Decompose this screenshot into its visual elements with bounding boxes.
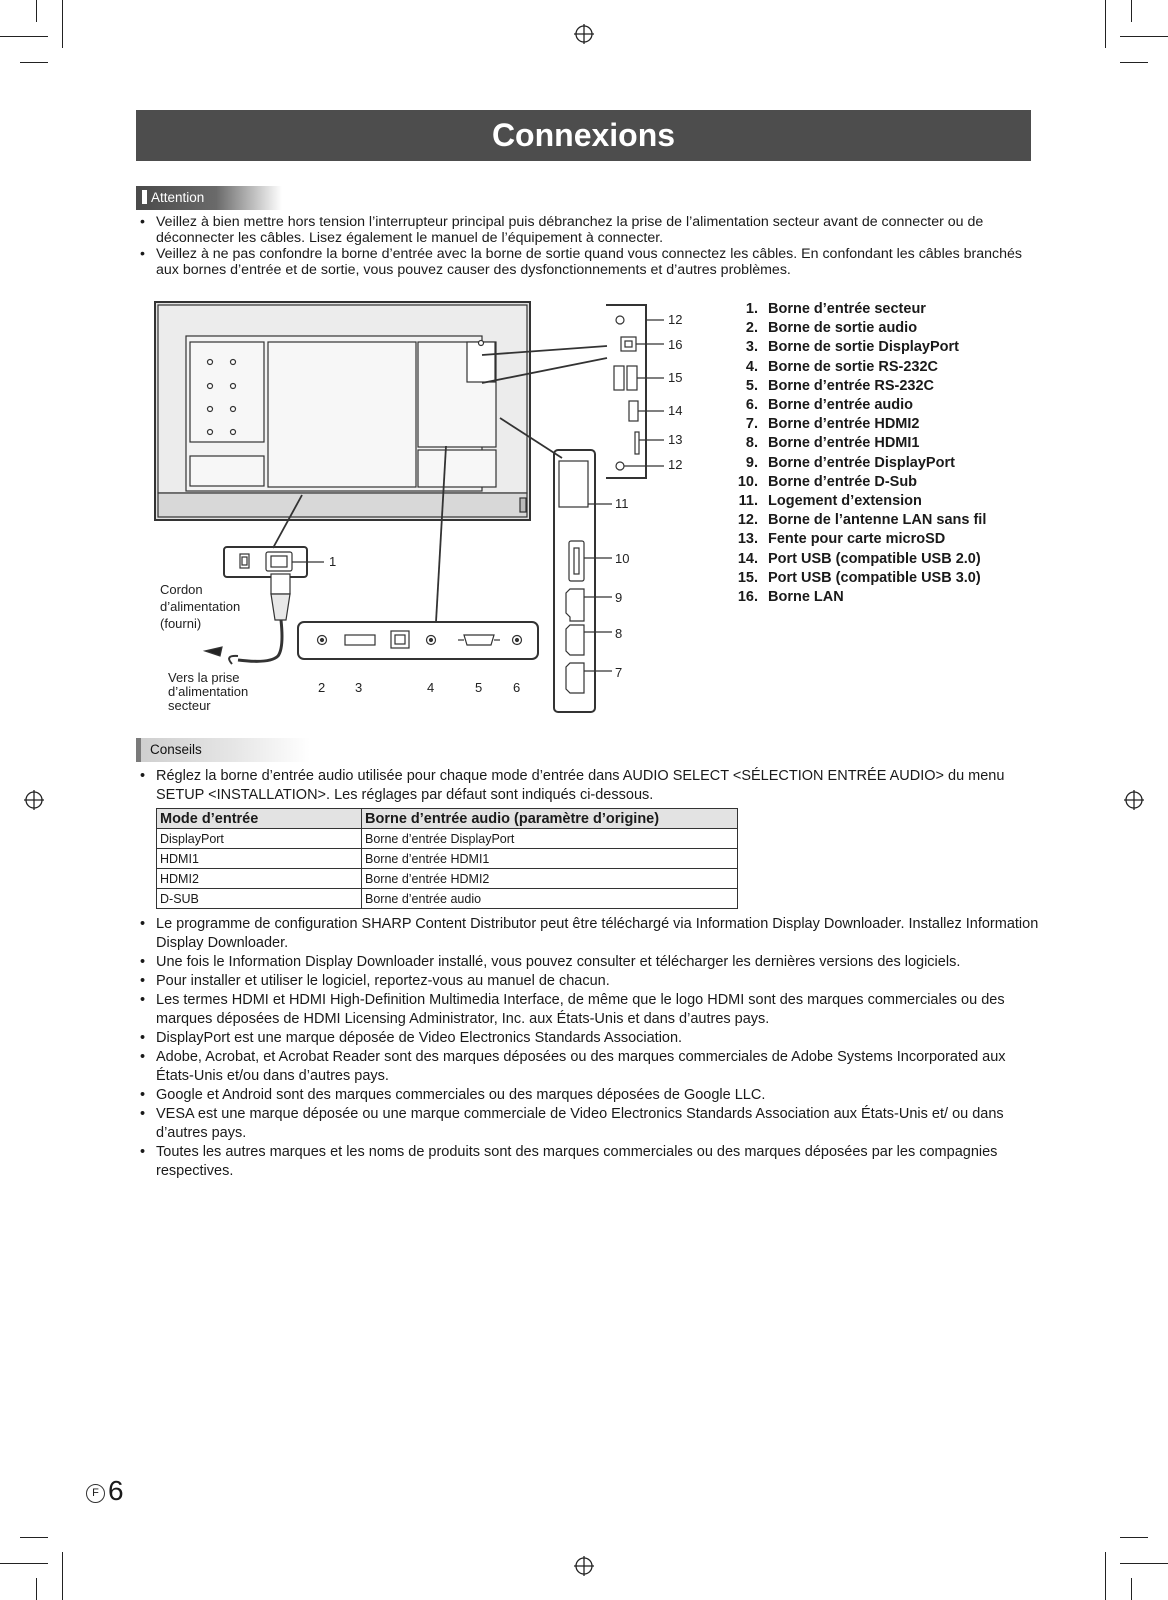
outlet-label: d’alimentation	[168, 684, 249, 699]
tips-intro	[136, 767, 1036, 805]
legend-item: 4. Borne de sortie RS-232C	[745, 358, 939, 375]
table-cell: Borne d’entrée HDMI2	[362, 869, 738, 889]
attention-label-text: Attention	[151, 190, 205, 205]
table-row	[157, 849, 738, 869]
legend-item: 12. Borne de l’antenne LAN sans fil	[737, 512, 987, 529]
table-cell: HDMI1	[157, 849, 362, 869]
legend-item: 6. Borne d’entrée audio	[745, 397, 914, 414]
callout-label: 4	[427, 680, 435, 695]
list-item: • Google et Android sont des marques commerciales ou des marques déposées de Google LLC.	[136, 1086, 1041, 1105]
legend-item: 7. Borne d’entrée HDMI2	[745, 416, 920, 433]
table-cell: Borne d’entrée HDMI1	[362, 849, 738, 869]
tips-list	[136, 915, 1041, 1181]
callout-label: 12	[668, 312, 683, 327]
cord-label: (fourni)	[160, 616, 202, 631]
callout-label: 8	[615, 626, 623, 641]
legend-item: 11. Logement d’extension	[738, 493, 922, 510]
legend-item: 10. Borne d’entrée D-Sub	[737, 473, 918, 490]
table-cell: Borne d’entrée audio	[362, 889, 738, 909]
callout-label: 10	[615, 551, 630, 566]
list-item: • Toutes les autres marques et les noms de produits sont des marques commerciales ou des marques déposées par les compagnies respectives.	[136, 1143, 1041, 1181]
legend-item: 13. Fente pour carte microSD	[737, 531, 946, 548]
callout-label: 6	[513, 680, 521, 695]
cord-label: d’alimentation	[160, 599, 241, 614]
legend-item: 16. Borne LAN	[737, 589, 844, 606]
legend-item: 2. Borne de sortie audio	[745, 320, 918, 337]
list-item: • Les termes HDMI et HDMI High-Definition Multimedia Interface, de même que le logo HDMI sont des marques commerciales ou des marques déposées de HDMI Licensing Administrator, Inc. aux États-Unis et dans d’autres pays.	[136, 991, 1041, 1029]
legend-item: 3. Borne de sortie DisplayPort	[745, 339, 959, 356]
outlet-label: secteur	[168, 698, 211, 713]
page-number	[86, 1476, 124, 1506]
table-header-row	[157, 809, 738, 829]
callout-label: 7	[615, 665, 623, 680]
column-header: Mode d’entrée	[157, 809, 362, 829]
legend-item: 8. Borne d’entrée HDMI1	[745, 435, 920, 452]
list-item: • Veillez à bien mettre hors tension l’interrupteur principal puis débranchez la prise de l’alimentation secteur avant de connecter ou de déconnecter les câbles. Lisez également le manuel de l’équipement à connecter.	[136, 215, 1036, 246]
cord-label: Cordon	[160, 582, 203, 597]
callout-label: 12	[668, 457, 683, 472]
legend-item: 9. Borne d’entrée DisplayPort	[745, 454, 955, 471]
list-item: • VESA est une marque déposée ou une marque commerciale de Video Electronics Standards Association aux États-Unis et/ ou dans d’autres pays.	[136, 1105, 1041, 1143]
table-cell: D-SUB	[157, 889, 362, 909]
page-title: Connexions	[136, 110, 1031, 161]
list-item: • Réglez la borne d’entrée audio utilisée pour chaque mode d’entrée dans AUDIO SELECT <SÉLECTION ENTRÉE AUDIO> du menu SETUP <INSTALLATION>. Les réglages par défaut sont indiqués ci-dessous.	[136, 767, 1036, 805]
tips-label: Conseils	[136, 738, 310, 762]
callout-label: 2	[318, 680, 326, 695]
callout-label: 16	[668, 337, 683, 352]
list-item: • DisplayPort est une marque déposée de Video Electronics Standards Association.	[136, 1029, 1041, 1048]
list-item: • Une fois le Information Display Downloader installé, vous pouvez consulter et télécharger les dernières versions des logiciels.	[136, 953, 1041, 972]
table-row	[157, 889, 738, 909]
callout-label: 15	[668, 370, 683, 385]
table-cell: DisplayPort	[157, 829, 362, 849]
callout-label: 14	[668, 403, 683, 418]
callout-label: 1	[329, 554, 337, 569]
table-row	[157, 869, 738, 889]
list-item: • Veillez à ne pas confondre la borne d’entrée avec la borne de sortie quand vous connectez les câbles. En confondant les câbles branchés aux bornes d’entrée et de sortie, vous pouvez causer des dysfonctionnements et d’autres problèmes.	[136, 247, 1036, 278]
list-item: • Pour installer et utiliser le logiciel, reportez-vous au manuel de chacun.	[136, 972, 1041, 991]
page-number-text: 6	[108, 1475, 124, 1506]
legend-item: 15. Port USB (compatible USB 3.0)	[737, 569, 981, 586]
column-header: Borne d’entrée audio (paramètre d’origine)	[362, 809, 738, 829]
table-cell: HDMI2	[157, 869, 362, 889]
callout-label: 11	[615, 496, 629, 511]
audio-input-table	[156, 808, 738, 909]
legend-item: 1. Borne d’entrée secteur	[745, 301, 926, 317]
language-marker: F	[86, 1484, 105, 1503]
terminal-legend	[725, 300, 986, 607]
table-row	[157, 829, 738, 849]
legend-item: 5. Borne d’entrée RS-232C	[745, 377, 934, 394]
table-cell: Borne d’entrée DisplayPort	[362, 829, 738, 849]
list-item: • Le programme de configuration SHARP Content Distributor peut être téléchargé via Information Display Downloader. Installez Information Display Downloader.	[136, 915, 1041, 953]
callout-label: 5	[475, 680, 483, 695]
outlet-label: Vers la prise	[168, 670, 240, 685]
list-item: • Adobe, Acrobat, et Acrobat Reader sont des marques déposées ou des marques commerciales de Adobe Systems Incorporated aux États-Unis et/ou dans d’autres pays.	[136, 1048, 1041, 1086]
callout-label: 9	[615, 590, 623, 605]
callout-label: 13	[668, 432, 683, 447]
legend-item: 14. Port USB (compatible USB 2.0)	[737, 550, 981, 567]
callout-label: 3	[355, 680, 363, 695]
